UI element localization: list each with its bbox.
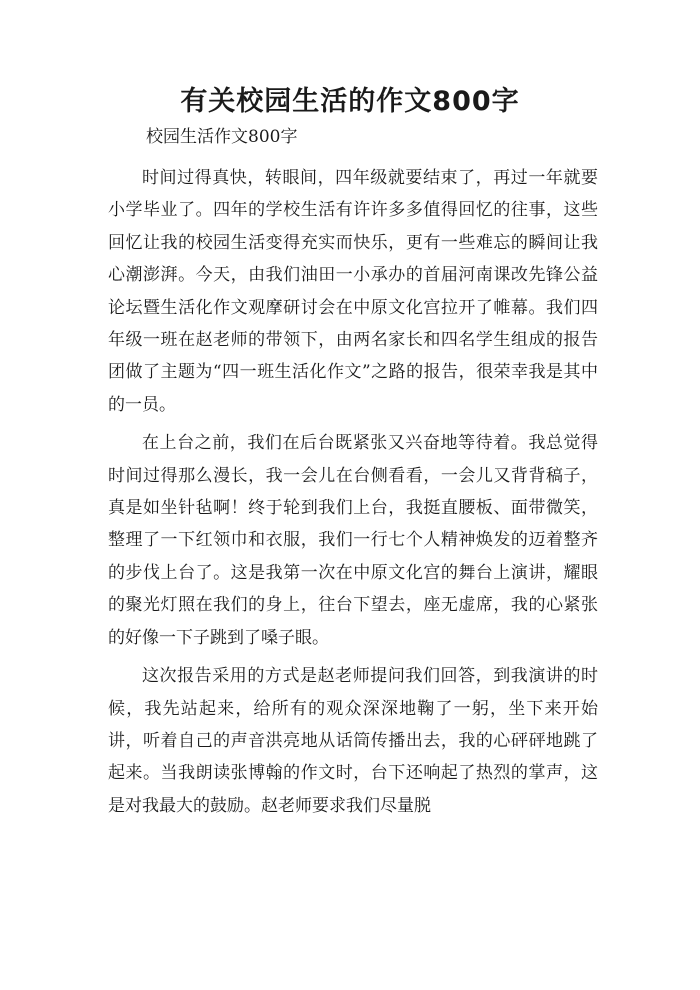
document-body bbox=[108, 162, 598, 822]
document-title: 有关校园生活的作文800字 bbox=[180, 86, 520, 117]
paragraph-2: 在上台之前，我们在后台既紧张又兴奋地等待着。我总觉得时间过得那么漫长，我一会儿在台侧看看，一会儿又背背稿子，真是如坐针毡啊！终于轮到我们上台，我挺直腰板、面带微笑，整理了一下红领巾和衣服，我们一行七个人精神焕发的迈着整齐的步伐上台了。这是我第一次在中原文化宫的舞台上演讲，耀眼的聚光灯照在我们的身上，往台下望去，座无虚席，我的心紧张的好像一下子跳到了嗓子眼。 bbox=[108, 433, 598, 648]
document-subtitle: 校园生活作文800字 bbox=[146, 127, 298, 147]
paragraph-3: 这次报告采用的方式是赵老师提问我们回答，到我演讲的时候，我先站起来，给所有的观众深深地鞠了一躬，坐下来开始讲，听着自己的声音洪亮地从话筒传播出去，我的心砰砰地跳了起来。当我朗读张博翰的作文时，台下还响起了热烈的掌声，这是对我最大的鼓励。赵老师要求我们尽量脱 bbox=[108, 666, 598, 816]
paragraph-1: 时间过得真快，转眼间，四年级就要结束了，再过一年就要小学毕业了。四年的学校生活有许许多多值得回忆的往事，这些回忆让我的校园生活变得充实而快乐，更有一些难忘的瞬间让我心潮澎湃。今天，由我们油田一小承办的首届河南课改先锋公益论坛暨生活化作文观摩研讨会在中原文化宫拉开了帷幕。我们四年级一班在赵老师的带领下，由两名家长和四名学生组成的报告团做了主题为“四一班生活化作文”之路的报告，很荣幸我是其中的一员。 bbox=[108, 168, 598, 415]
